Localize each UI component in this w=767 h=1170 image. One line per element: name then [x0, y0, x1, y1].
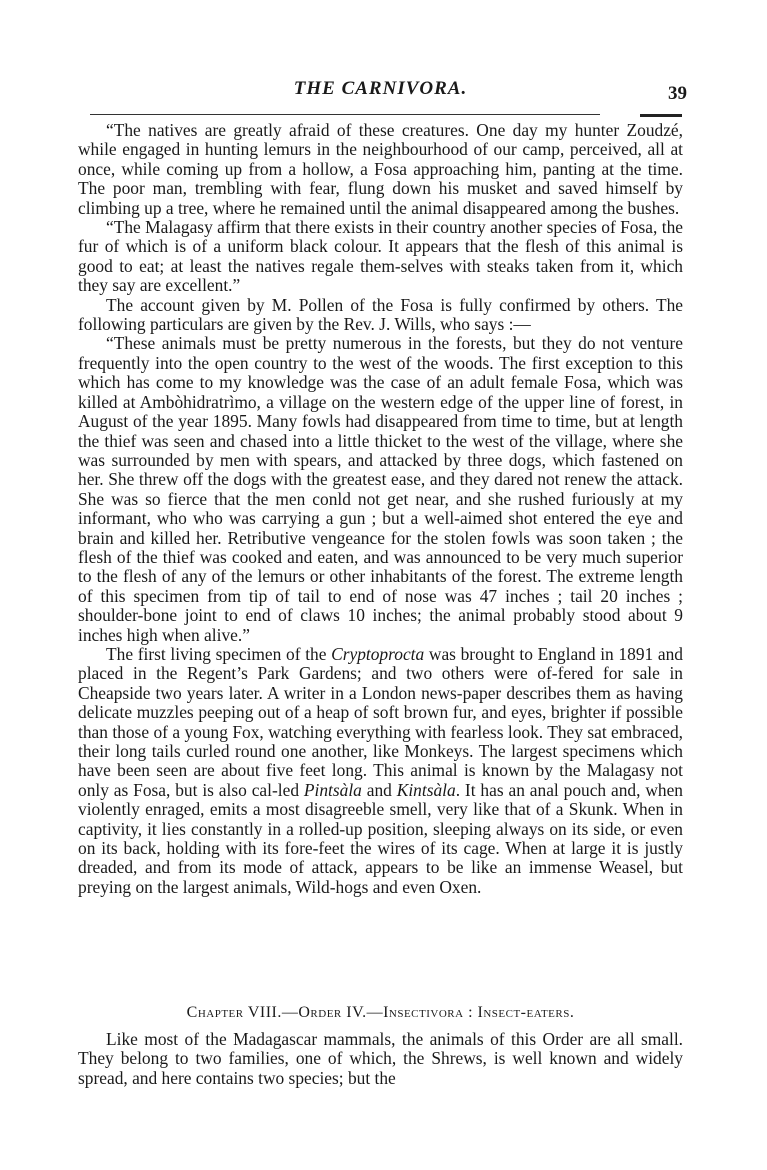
text-fragment: was brought to England in 1891 and placed in the Regent’s Park Gardens; and two others were of-fered for sale in Cheapside two years later. A writer in a London news-paper describes them as having delicate muzzles peeping out of a heap of soft brown fur, and eyes, brighter if possible than those of a young Fox, watching everything with fearless look. They sat embraced, their long tails curled round one another, like Monkeys. The largest specimens which have been seen are about five feet long. This animal is known by the Malagasy not only as Fosa, but is also cal-led	[78, 643, 684, 800]
paragraph-hunter-zoudze: “The natives are greatly afraid of these creatures. One day my hunter Zoudzé, while engaged in hunting lemurs in the neighbourhood of our camp, perceived, all at once, while coming up from a hollow, a Fosa approaching him, panting at the time. The poor man, trembling with fear, flung down his musket and saved himself by climbing up a tree, where he remained until the animal disappeared among the bushes.	[78, 120, 683, 218]
paragraph-wills-quote: “These animals must be pretty numerous in the forests, but they do not venture frequently into the open country to the west of the woods. The first exception to this which has come to my knowledge was the case of an adult female Fosa, which was killed at Ambòhidratrìmo, a village on the western edge of the upper line of forest, in August of the year 1895. Many fowls had disappeared from time to time, but at length the thief was seen and chased into a little thicket to the west of the village, where she was surrounded by men with spears, and attacked by three dogs, which fastened on her. She threw off the dogs with the greatest ease, and they dared not renew the attack. She was so fierce that the men conld not get near, and she rushed furiously at my informant, who who was carrying a gun ; but a well-aimed shot entered the eye and brain and killed her. Retributive vengeance for the stolen fowls was soon taken ; the flesh of the thief was cooked and eaten, and was announced to be very much superior to the flesh of any of the lemurs or other inhabitants of the forest. The extreme length of this specimen from tip of tail to end of nose was 47 inches ; tail 20 inches ; shoulder-bone joint to end of claws 10 inches; the animal probably stood about 9 inches high when alive.”	[78, 333, 683, 645]
running-head	[78, 78, 687, 104]
page-number: 39	[668, 83, 687, 104]
chapter-intro	[78, 1030, 683, 1088]
text-fragment: and	[361, 779, 397, 800]
paragraph-insectivora-intro: Like most of the Madagascar mammals, the animals of this Order are all small. They belong to two families, one of which, the Shrews, is well known and widely spread, and here contains two species; but the	[78, 1029, 683, 1088]
running-title: THE CARNIVORA.	[293, 78, 468, 99]
text-fragment: . It has an anal pouch and, when violently enraged, emits a most disagreeble smell, very like that of a Skunk. When in captivity, it lies constantly in a rolled-up position, sleeping always on its side, or even on its back, holding with its fore-feet the wires of its cage. When at large it is justly dreaded, and from its mode of attack, appears to be like an immense Weasel, but preying on the largest animals, Wild-hogs and even Oxen.	[78, 779, 683, 897]
chapter-heading: Chapter VIII.—Order IV.—Insectivora : Insect-eaters.	[186, 1004, 575, 1021]
italic-pintsala: Pintsàla	[303, 779, 362, 800]
paragraph-black-fosa: “The Malagasy affirm that there exists in their country another species of Fosa, the fur of which is of a uniform black colour. It appears that the flesh of this animal is good to eat; at least the natives regale them-selves with steaks taken from it, which they say are excellent.”	[78, 217, 683, 296]
italic-cryptoprocta: Cryptoprocta	[331, 643, 425, 664]
text-fragment: The first living specimen of the	[106, 643, 332, 664]
body-text	[78, 121, 683, 897]
paragraph-living-specimen	[78, 645, 683, 897]
header-rule-accent	[640, 114, 682, 117]
italic-kintsala: Kintsàla	[396, 779, 456, 800]
paragraph-pollen-account: The account given by M. Pollen of the Fosa is fully confirmed by others. The following particulars are given by the Rev. J. Wills, who says :—	[78, 294, 683, 335]
header-rule	[90, 114, 600, 115]
